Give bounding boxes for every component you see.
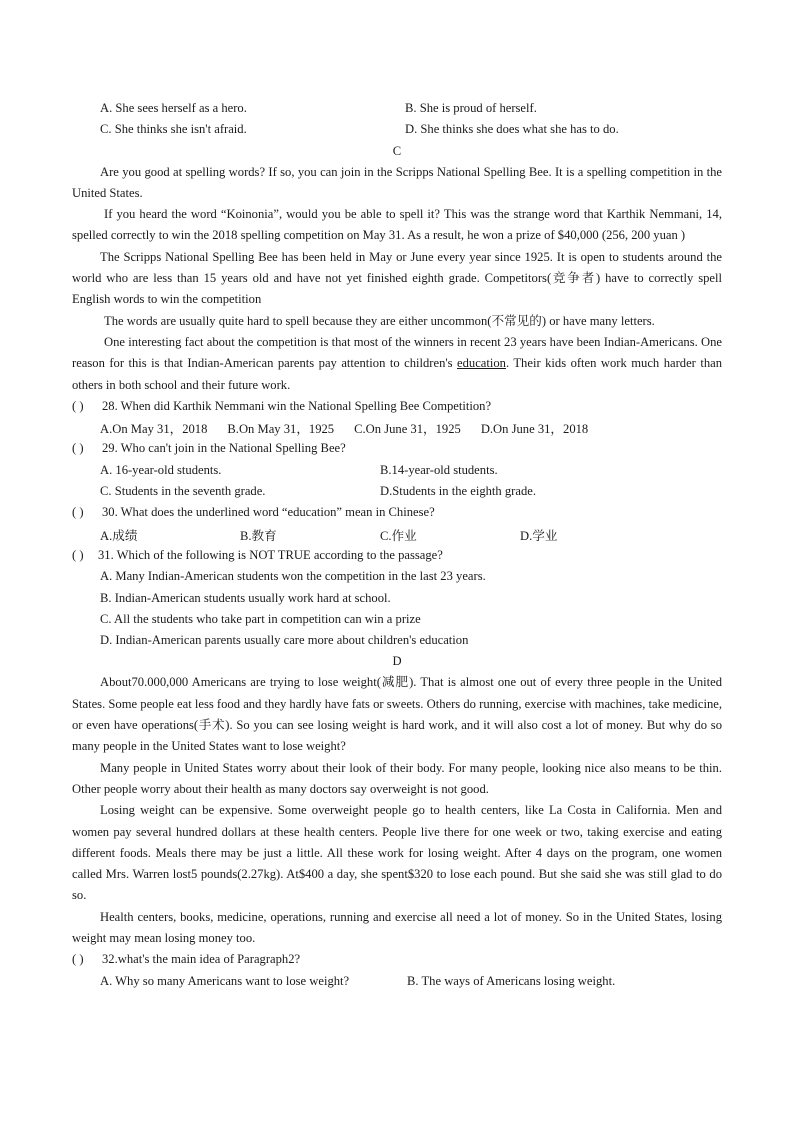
question-30-text: 30. What does the underlined word “education” mean in Chinese?	[102, 505, 435, 520]
prev-options-row-1	[72, 98, 722, 119]
question-28-options	[72, 417, 722, 438]
question-32-text: 32.what's the main idea of Paragraph2?	[102, 952, 301, 967]
q29-option-a: A. 16-year-old students.	[100, 462, 222, 477]
q28-option-b: B.On May 31，1925	[227, 422, 335, 437]
passage-c-paragraph-1: Are you good at spelling words? If so, you can join in the Scripps National Spelling Bee. It is a spelling competition in the United States.	[72, 164, 722, 200]
q28-option-d: D.On June 31，2018	[480, 422, 589, 437]
prev-options-row-2	[72, 119, 722, 140]
q29-option-b: B.14-year-old students.	[380, 462, 498, 477]
prev-option-b: B. She is proud of herself.	[405, 101, 537, 116]
question-29	[72, 438, 722, 459]
q30-option-c: C.作业	[380, 528, 417, 543]
paragraph-5-text-after: . Their kids often work much harder than others in both school and their future work.	[72, 356, 723, 392]
q31-option-d: D. Indian-American parents usually care more about children's education	[100, 633, 469, 648]
question-29-options-row-2	[72, 481, 722, 502]
q30-option-d: D.学业	[520, 528, 558, 543]
prev-option-c: C. She thinks she isn't afraid.	[100, 122, 247, 137]
q31-option-b: B. Indian-American students usually work hard at school.	[100, 590, 391, 605]
passage-d-paragraph-4: Health centers, books, medicine, operations, running and exercise all need a lot of money. So in the United States, losing weight may mean losing money too.	[72, 909, 722, 945]
question-29-options-row-1	[72, 460, 722, 481]
paragraph-5-text-before: One interesting fact about the competition is that most of the winners in recent 23 years have been Indian-Americans. One reason for this is that Indian-American parents pay attention to children's	[72, 334, 722, 371]
passage-d-paragraph-2: Many people in United States worry about their look of their body. For many people, looking nice also means to be thin. Other people worry about their health as many doctors say overweight is not good.	[72, 760, 722, 796]
question-31-text: 31. Which of the following is NOT TRUE according to the passage?	[98, 547, 443, 562]
question-30	[72, 502, 722, 523]
question-32	[72, 949, 722, 970]
answer-blank-30[interactable]: ( )	[72, 505, 84, 520]
section-d-heading: D	[392, 654, 402, 669]
question-32-options-row-1	[72, 971, 722, 992]
q28-option-a: A.On May 31，2018	[100, 422, 208, 437]
q32-option-b: B. The ways of Americans losing weight.	[407, 973, 616, 988]
answer-blank-29[interactable]: ( )	[72, 441, 84, 456]
answer-blank-28[interactable]: ( )	[72, 398, 84, 413]
prev-option-d: D. She thinks she does what she has to do.	[405, 122, 619, 137]
question-28	[72, 396, 722, 417]
question-30-options	[72, 524, 722, 545]
answer-blank-31[interactable]: ( )	[72, 547, 84, 562]
q32-option-a: A. Why so many Americans want to lose weight?	[100, 973, 350, 988]
exam-page	[72, 98, 722, 992]
underlined-word-education: education	[457, 356, 506, 371]
question-28-text: 28. When did Karthik Nemmani win the National Spelling Bee Competition?	[102, 398, 492, 413]
prev-option-a: A. She sees herself as a hero.	[100, 101, 247, 116]
q31-option-a: A. Many Indian-American students won the competition in the last 23 years.	[100, 569, 486, 584]
answer-blank-32[interactable]: ( )	[72, 952, 84, 967]
q29-option-c: C. Students in the seventh grade.	[100, 484, 266, 499]
q31-option-c: C. All the students who take part in competition can win a prize	[100, 611, 421, 626]
passage-c-paragraph-3: The Scripps National Spelling Bee has been held in May or June every year since 1925. It is open to students around the world who are less than 15 years old and have not yet finished eighth grade. Competitors(竞争者) have to correctly spell English words to win the competition	[72, 249, 722, 307]
passage-c-paragraph-2: If you heard the word “Koinonia”, would you be able to spell it? This was the strange word that Karthik Nemmani, 14, spelled correctly to win the 2018 spelling competition on May 31. As a result, he won a prize of $40,000 (256, 200 yuan )	[72, 207, 722, 243]
q28-option-c: C.On June 31，1925	[354, 422, 461, 437]
question-31	[72, 545, 722, 566]
passage-d-paragraph-1: About70.000,000 Americans are trying to lose weight(减肥). That is almost one out of every three people in the United States. Some people eat less food and they hardly have fats or sweets. Others do running, exercise with machines, take medicine, or even have operations(手术). So you can see losing weight is hard work, and it will also cost a lot of money. But why do so many people in the United States want to lose weight?	[72, 675, 722, 754]
passage-c-paragraph-4: The words are usually quite hard to spell because they are either uncommon(不常见的) or have many letters.	[104, 313, 655, 328]
passage-d-paragraph-3: Losing weight can be expensive. Some overweight people go to health centers, like La Costa in California. Men and women pay several hundred dollars at these health centers. People live there for one week or two, taking exercise and eating different foods. Meals there may be just a little. All these work for losing weight. After 4 days on the program, one women called Mrs. Warren lost5 pounds(2.27kg). At$400 a day, she spent$320 to lose each pound. But she said she was still glad to do so.	[72, 803, 722, 903]
q30-option-a: A.成绩	[100, 528, 138, 543]
section-c-heading: C	[392, 143, 402, 158]
question-29-text: 29. Who can't join in the National Spelling Bee?	[102, 441, 346, 456]
q29-option-d: D.Students in the eighth grade.	[380, 484, 536, 499]
passage-c-paragraph-5	[72, 332, 722, 396]
q30-option-b: B.教育	[240, 528, 277, 543]
